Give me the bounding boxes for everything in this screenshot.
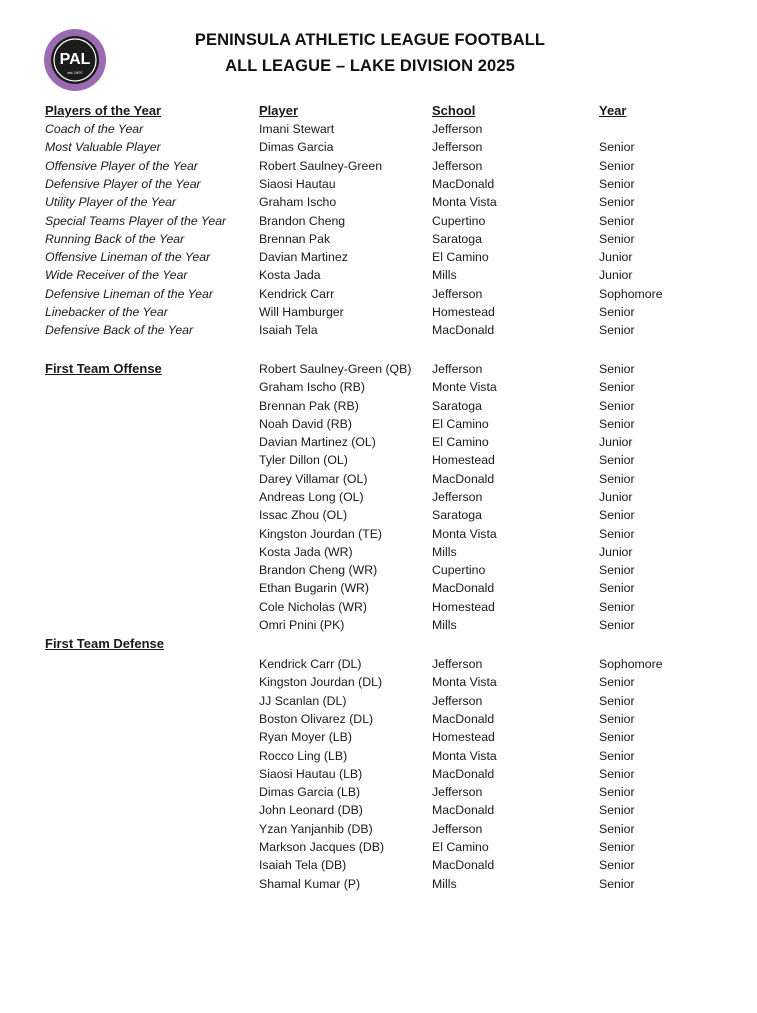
award-row (0, 248, 757, 266)
school-name: MacDonald (432, 471, 495, 486)
column-header-year: Year (599, 103, 627, 118)
award-name: Defensive Player of the Year (45, 176, 201, 191)
player-name: Tyler Dillon (OL) (259, 453, 348, 468)
class-year: Senior (599, 581, 635, 596)
school-name: MacDonald (432, 711, 495, 726)
defense-row (0, 710, 757, 728)
class-year: Senior (599, 876, 635, 891)
school-name: MacDonald (432, 581, 495, 596)
player-name: Isaiah Tela (259, 323, 318, 338)
class-year: Senior (599, 803, 635, 818)
section-header-players-of-the-year: Players of the Year (45, 103, 162, 118)
class-year: Senior (599, 693, 635, 708)
class-year: Senior (599, 158, 635, 173)
defense-row (0, 655, 757, 673)
class-year: Senior (599, 821, 635, 836)
defense-row (0, 856, 757, 874)
school-name: Cupertino (432, 563, 486, 578)
school-name: Mills (432, 617, 457, 632)
class-year: Junior (599, 435, 633, 450)
school-name: Jefferson (432, 785, 483, 800)
school-name: MacDonald (432, 766, 495, 781)
award-name: Defensive Lineman of the Year (45, 286, 213, 301)
player-name: Robert Saulney-Green (259, 158, 383, 173)
defense-header-row (0, 635, 757, 653)
player-name: Isaiah Tela (DB) (259, 858, 347, 873)
offense-row (0, 433, 757, 451)
offense-row (0, 506, 757, 524)
award-name: Offensive Player of the Year (45, 158, 198, 173)
class-year: Senior (599, 526, 635, 541)
school-name: Homestead (432, 730, 495, 745)
player-name: Cole Nicholas (WR) (259, 599, 367, 614)
school-name: Monta Vista (432, 748, 497, 763)
class-year: Senior (599, 840, 635, 854)
award-row (0, 175, 757, 193)
award-row (0, 266, 757, 284)
school-name: Jefferson (432, 286, 483, 301)
award-name: Wide Receiver of the Year (45, 268, 188, 283)
page-title-line-1: PENINSULA ATHLETIC LEAGUE FOOTBALL (194, 31, 546, 49)
defense-row (0, 728, 757, 746)
player-name: Imani Stewart (259, 122, 335, 136)
award-name: Special Teams Player of the Year (45, 213, 227, 228)
section-header-first-team-offense: First Team Offense (45, 361, 162, 376)
player-name: Davian Martinez (OL) (259, 435, 376, 450)
player-name: Graham Ischo (259, 195, 337, 210)
player-name: Kendrick Carr (DL) (259, 657, 362, 671)
player-name: Boston Olivarez (DL) (259, 711, 374, 726)
award-row (0, 285, 757, 303)
player-name: Andreas Long (OL) (259, 489, 364, 504)
school-name: Jefferson (432, 122, 483, 136)
award-row (0, 120, 757, 138)
class-year: Junior (599, 544, 633, 559)
school-name: MacDonald (432, 176, 495, 191)
class-year: Senior (599, 675, 635, 690)
player-name: Brandon Cheng (WR) (259, 563, 378, 578)
school-name: Homestead (432, 599, 495, 614)
award-name: Linebacker of the Year (45, 305, 168, 319)
class-year: Senior (599, 380, 635, 395)
player-name: Will Hamburger (259, 305, 344, 319)
offense-row (0, 525, 757, 543)
award-row (0, 138, 757, 156)
player-name: Brennan Pak (259, 231, 331, 246)
school-name: Jefferson (432, 489, 483, 504)
award-name: Most Valuable Player (45, 140, 161, 155)
player-name: Robert Saulney-Green (QB) (259, 362, 412, 376)
class-year: Senior (599, 323, 635, 338)
class-year: Senior (599, 471, 635, 486)
class-year: Junior (599, 250, 633, 265)
player-name: Ryan Moyer (LB) (259, 730, 352, 745)
player-name: Kosta Jada (WR) (259, 544, 353, 559)
class-year: Senior (599, 453, 635, 468)
offense-row (0, 543, 757, 561)
offense-row (0, 451, 757, 469)
column-header-school: School (432, 103, 476, 118)
class-year: Senior (599, 599, 635, 614)
defense-row (0, 692, 757, 710)
offense-row (0, 598, 757, 616)
class-year: Senior (599, 362, 635, 376)
award-name: Defensive Back of the Year (45, 323, 194, 338)
school-name: El Camino (432, 840, 489, 854)
school-name: Mills (432, 544, 457, 559)
class-year: Senior (599, 858, 635, 873)
class-year: Senior (599, 416, 635, 431)
player-name: Dimas Garcia (LB) (259, 785, 361, 800)
school-name: Mills (432, 268, 457, 283)
class-year: Senior (599, 748, 635, 763)
award-name: Utility Player of the Year (45, 195, 177, 210)
class-year: Senior (599, 730, 635, 745)
award-row (0, 212, 757, 230)
school-name: MacDonald (432, 323, 495, 338)
defense-row (0, 783, 757, 801)
offense-row (0, 470, 757, 488)
school-name: Homestead (432, 305, 495, 319)
school-name: Saratoga (432, 398, 482, 413)
player-name: Yzan Yanjanhib (DB) (259, 821, 373, 836)
school-name: Jefferson (432, 140, 483, 155)
player-name: Davian Martinez (259, 250, 348, 265)
school-name: Mills (432, 876, 457, 891)
class-year: Sophomore (599, 657, 663, 671)
school-name: Monta Vista (432, 526, 497, 541)
school-name: El Camino (432, 416, 489, 431)
offense-row (0, 397, 757, 415)
class-year: Senior (599, 766, 635, 781)
offense-row (0, 488, 757, 506)
player-name: Kingston Jourdan (TE) (259, 526, 383, 541)
school-name: Saratoga (432, 231, 482, 246)
class-year: Senior (599, 563, 635, 578)
award-row (0, 230, 757, 248)
school-name: El Camino (432, 250, 489, 265)
award-row (0, 321, 757, 339)
offense-row (0, 378, 757, 396)
offense-row (0, 360, 757, 378)
class-year: Senior (599, 176, 635, 191)
player-name: Kingston Jourdan (DL) (259, 675, 383, 690)
school-name: Jefferson (432, 657, 483, 671)
player-name: Dimas Garcia (259, 140, 334, 155)
class-year: Senior (599, 398, 635, 413)
school-name: Jefferson (432, 158, 483, 173)
player-name: John Leonard (DB) (259, 803, 363, 818)
school-name: Saratoga (432, 508, 482, 523)
player-name: Noah David (RB) (259, 416, 352, 431)
page-title-line-2: ALL LEAGUE – LAKE DIVISION 2025 (225, 57, 515, 75)
player-name: Shamal Kumar (P) (259, 876, 361, 891)
school-name: El Camino (432, 435, 489, 450)
defense-row (0, 765, 757, 783)
school-name: Monta Vista (432, 675, 497, 690)
class-year: Senior (599, 231, 635, 246)
class-year: Senior (599, 140, 635, 155)
offense-row (0, 561, 757, 579)
table-header-row (0, 102, 757, 120)
player-name: JJ Scanlan (DL) (259, 693, 347, 708)
player-name: Siaosi Hautau (LB) (259, 766, 363, 781)
logo-abbr: PAL (59, 51, 91, 68)
school-name: Homestead (432, 453, 495, 468)
class-year: Senior (599, 508, 635, 523)
offense-row (0, 616, 757, 634)
school-name: Jefferson (432, 693, 483, 708)
defense-row (0, 875, 757, 893)
defense-row (0, 838, 757, 856)
school-name: Monta Vista (432, 195, 497, 210)
award-name: Offensive Lineman of the Year (45, 250, 211, 265)
defense-row (0, 820, 757, 838)
offense-row (0, 579, 757, 597)
defense-row (0, 673, 757, 691)
player-name: Kendrick Carr (259, 286, 335, 301)
defense-row (0, 801, 757, 819)
player-name: Darey Villamar (OL) (259, 471, 368, 486)
school-name: Cupertino (432, 213, 486, 228)
player-name: Issac Zhou (OL) (259, 508, 348, 523)
class-year: Senior (599, 195, 635, 210)
class-year: Junior (599, 489, 633, 504)
player-name: Markson Jacques (DB) (259, 840, 385, 854)
column-header-player: Player (259, 103, 299, 118)
award-row (0, 193, 757, 211)
player-name: Brennan Pak (RB) (259, 398, 359, 413)
class-year: Senior (599, 617, 635, 632)
school-name: Jefferson (432, 821, 483, 836)
class-year: Junior (599, 268, 633, 283)
player-name: Graham Ischo (RB) (259, 380, 365, 395)
player-name: Rocco Ling (LB) (259, 748, 348, 763)
pal-logo (43, 28, 107, 92)
award-row (0, 303, 757, 321)
class-year: Senior (599, 711, 635, 726)
player-name: Ethan Bugarin (WR) (259, 581, 370, 596)
award-row (0, 157, 757, 175)
player-name: Brandon Cheng (259, 213, 346, 228)
school-name: MacDonald (432, 858, 495, 873)
offense-row (0, 415, 757, 433)
school-name: Monte Vista (432, 380, 497, 395)
player-name: Kosta Jada (259, 268, 321, 283)
school-name: Jefferson (432, 362, 483, 376)
class-year: Sophomore (599, 286, 663, 301)
school-name: MacDonald (432, 803, 495, 818)
player-name: Siaosi Hautau (259, 176, 336, 191)
defense-row (0, 747, 757, 765)
player-name: Omri Pnini (PK) (259, 617, 345, 632)
logo-est: est 1907 (67, 70, 83, 75)
award-name: Running Back of the Year (45, 231, 185, 246)
section-header-first-team-defense: First Team Defense (45, 636, 164, 651)
class-year: Senior (599, 213, 635, 228)
class-year: Senior (599, 785, 635, 800)
class-year: Senior (599, 305, 635, 319)
award-name: Coach of the Year (45, 122, 144, 136)
